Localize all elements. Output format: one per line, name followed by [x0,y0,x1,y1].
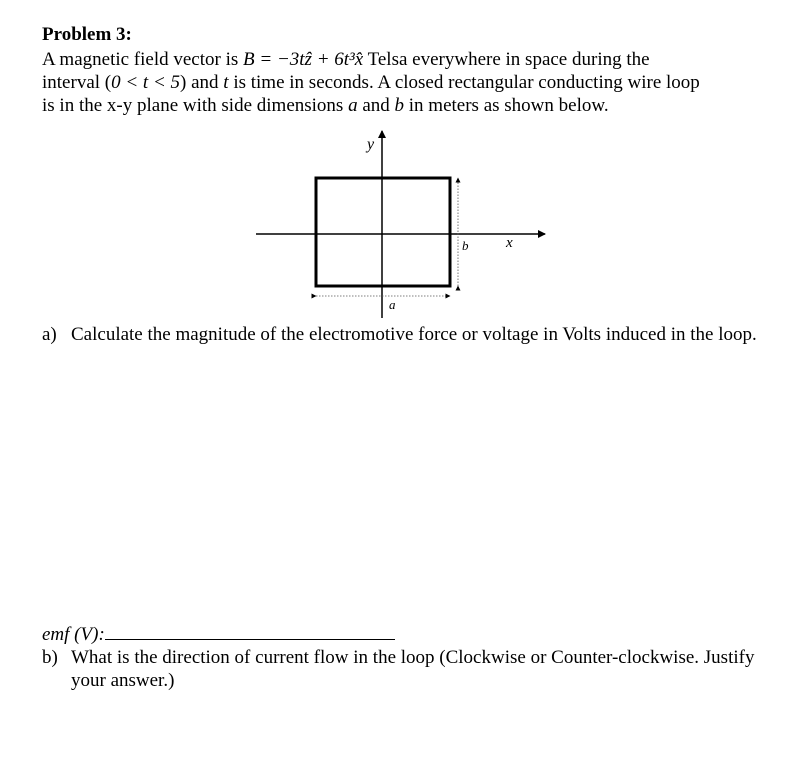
question-a [42,323,772,346]
variable-b: b [394,95,405,116]
emf-answer-line [42,623,395,646]
text-segment: Telsa everywhere in space during the [363,49,650,70]
question-b-label: b) [42,647,58,668]
emf-answer-blank[interactable] [105,623,395,640]
question-b [42,646,772,692]
b-dimension-label: b [462,238,469,253]
y-axis-label: y [367,136,375,153]
text-segment: is time in seconds. A closed rectangular conducting wire loop [228,72,700,93]
text-segment: ) and [180,72,224,93]
text-segment: A magnetic field vector is [42,49,244,70]
wire-loop [316,178,450,286]
question-a-label: a) [42,324,57,345]
text-segment: is in the x-y plane with side dimensions [42,95,349,116]
x-axis-label: x [506,235,513,251]
emf-label: emf (V): [42,624,105,645]
problem-title: Problem 3: [42,24,132,45]
variable-a: a [348,95,358,116]
text-segment: interval ( [42,72,112,93]
a-dimension-label: a [389,297,396,312]
question-b-text: What is the direction of current flow in the loop (Clockwise or Counter-clockwise. Justify your answer.) [71,647,755,691]
question-a-text: Calculate the magnitude of the electromotive force or voltage in Volts induced in the loop. [71,324,757,345]
text-segment: in meters as shown below. [404,95,609,116]
text-segment: and [357,95,395,116]
time-interval: 0 < t < 5 [111,72,181,93]
time-variable: t [223,72,229,93]
field-equation: B = −3tẑ + 6t³x̂ [243,49,364,70]
